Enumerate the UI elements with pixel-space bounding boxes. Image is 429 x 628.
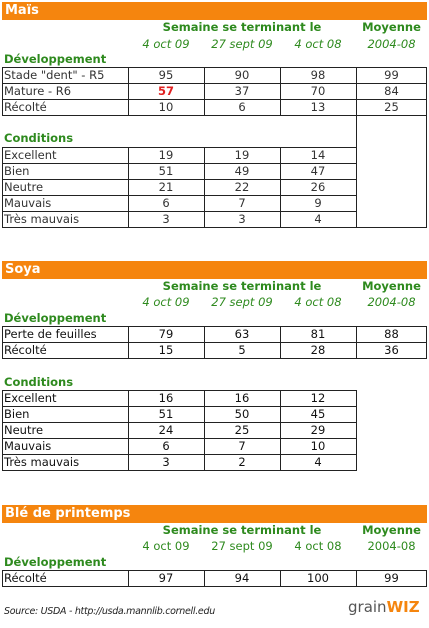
date-col-2: 27 sept 09	[211, 295, 273, 309]
row-label: Récolté	[4, 571, 47, 585]
cell: 7	[238, 439, 246, 453]
cell: 37	[234, 84, 250, 98]
section-title: Soya	[2, 261, 427, 279]
cell: 19	[158, 148, 174, 162]
date-col-1: 4 oct 09	[142, 37, 190, 51]
cell: 14	[310, 148, 326, 162]
row-label: Mauvais	[4, 196, 52, 210]
cell: 84	[384, 84, 399, 98]
table-row	[2, 195, 427, 211]
cell: 45	[310, 407, 326, 421]
cell: 3	[162, 455, 170, 469]
table-row	[2, 438, 427, 454]
row-label: Bien	[4, 407, 30, 421]
avg-years: 2004-08	[367, 37, 416, 51]
cell: 36	[384, 343, 399, 357]
cell: 2	[238, 455, 246, 469]
row-label: Mauvais	[4, 439, 52, 453]
dev-heading: Développement	[4, 555, 107, 569]
cell: 9	[314, 196, 322, 210]
table-row	[2, 67, 427, 83]
cell: 10	[310, 439, 326, 453]
cell: 47	[310, 164, 326, 178]
avg-years: 2004-08	[367, 295, 416, 309]
cell: 26	[310, 180, 326, 194]
cell: 15	[158, 343, 174, 357]
cell: 97	[158, 571, 174, 585]
table-row	[2, 179, 427, 195]
week-ending-label: Semaine se terminant le	[162, 20, 322, 34]
row-label: Neutre	[4, 423, 44, 437]
cell: 6	[162, 196, 170, 210]
cell: 29	[310, 423, 326, 437]
dev-heading-row	[2, 310, 427, 326]
cell: 51	[158, 407, 174, 421]
cell: 63	[234, 327, 250, 341]
cell: 6	[238, 100, 246, 114]
row-label: Neutre	[4, 180, 44, 194]
average-label: Moyenne	[362, 523, 421, 537]
table-row	[2, 390, 427, 406]
cell: 4	[314, 212, 322, 226]
table-row	[2, 406, 427, 422]
cell: 24	[158, 423, 174, 437]
row-label: Stade "dent" - R5	[4, 68, 105, 82]
cell: 19	[234, 148, 250, 162]
cell: 10	[158, 100, 174, 114]
section-soya	[2, 261, 427, 471]
cond-heading: Conditions	[4, 131, 74, 145]
cell: 70	[310, 84, 326, 98]
date-col-3: 4 oct 08	[294, 295, 342, 309]
highlighted-cell: 57	[157, 84, 174, 98]
cell: 13	[310, 100, 326, 114]
cell: 100	[307, 571, 329, 585]
cell: 88	[384, 327, 399, 341]
average-label: Moyenne	[362, 20, 421, 34]
cell: 16	[158, 391, 174, 405]
table-row	[2, 454, 427, 470]
date-col-3: 4 oct 08	[294, 539, 342, 553]
section-ble	[2, 505, 427, 587]
logo-text-b: WIZ	[386, 598, 420, 616]
dev-heading-row	[2, 554, 427, 570]
row-label: Perte de feuilles	[4, 327, 97, 341]
table-row	[2, 326, 427, 342]
cell: 3	[238, 212, 246, 226]
row-label: Excellent	[4, 148, 57, 162]
cell: 98	[310, 68, 326, 82]
cond-heading: Conditions	[4, 375, 74, 389]
row-label: Très mauvais	[4, 455, 80, 469]
date-col-3: 4 oct 08	[294, 37, 342, 51]
cell: 99	[384, 68, 399, 82]
row-label: Bien	[4, 164, 30, 178]
row-label: Excellent	[4, 391, 57, 405]
cell: 79	[158, 327, 174, 341]
cell: 25	[384, 100, 399, 114]
date-col-2: 27 sept 09	[211, 539, 273, 553]
cell: 4	[314, 455, 322, 469]
date-header-row	[2, 294, 427, 310]
cell: 50	[234, 407, 250, 421]
cell: 28	[310, 343, 326, 357]
cell: 22	[234, 180, 250, 194]
cell: 21	[158, 180, 174, 194]
dev-heading: Développement	[4, 52, 107, 66]
cond-heading-row	[2, 374, 427, 390]
week-ending-label: Semaine se terminant le	[162, 523, 322, 537]
cell: 90	[234, 68, 250, 82]
week-ending-label: Semaine se terminant le	[162, 279, 322, 293]
cond-heading-row	[2, 130, 427, 146]
cell: 81	[310, 327, 326, 341]
section-mais	[2, 2, 427, 228]
table-row	[2, 83, 427, 99]
table-row	[2, 163, 427, 179]
cell: 5	[238, 343, 246, 357]
average-label: Moyenne	[362, 279, 421, 293]
cell: 7	[238, 196, 246, 210]
grainwiz-logo	[348, 598, 420, 616]
section-title: Blé de printemps	[2, 505, 427, 523]
cell: 51	[158, 164, 174, 178]
date-col-1: 4 oct 09	[142, 295, 190, 309]
date-header-row	[2, 36, 427, 52]
section-title: Maïs	[2, 2, 427, 20]
cell: 99	[384, 571, 399, 585]
date-header-row	[2, 538, 427, 554]
cell: 49	[234, 164, 250, 178]
table-row	[2, 211, 427, 227]
date-col-2: 27 sept 09	[211, 37, 273, 51]
cell: 12	[310, 391, 326, 405]
cell: 6	[162, 439, 170, 453]
table-row	[2, 99, 427, 115]
source-note: Source: USDA - http://usda.mannlib.cornell.edu	[4, 606, 215, 617]
table-row	[2, 147, 427, 163]
table-row	[2, 342, 427, 358]
dev-heading: Développement	[4, 311, 107, 325]
avg-years: 2004-08	[367, 539, 416, 553]
dev-heading-row	[2, 51, 427, 67]
cell: 3	[162, 212, 170, 226]
row-label: Très mauvais	[4, 212, 80, 226]
table-row	[2, 570, 427, 586]
column-group-header	[2, 522, 427, 538]
cell: 95	[158, 68, 174, 82]
date-col-1: 4 oct 09	[142, 539, 190, 553]
row-label: Récolté	[4, 343, 47, 357]
table-row	[2, 422, 427, 438]
column-group-header	[2, 278, 427, 294]
column-group-header	[2, 19, 427, 35]
row-label: Récolté	[4, 100, 47, 114]
logo-text-a: grain	[348, 598, 387, 616]
row-label: Mature - R6	[4, 84, 72, 98]
cell: 25	[234, 423, 250, 437]
cell: 16	[234, 391, 250, 405]
cell: 94	[234, 571, 250, 585]
